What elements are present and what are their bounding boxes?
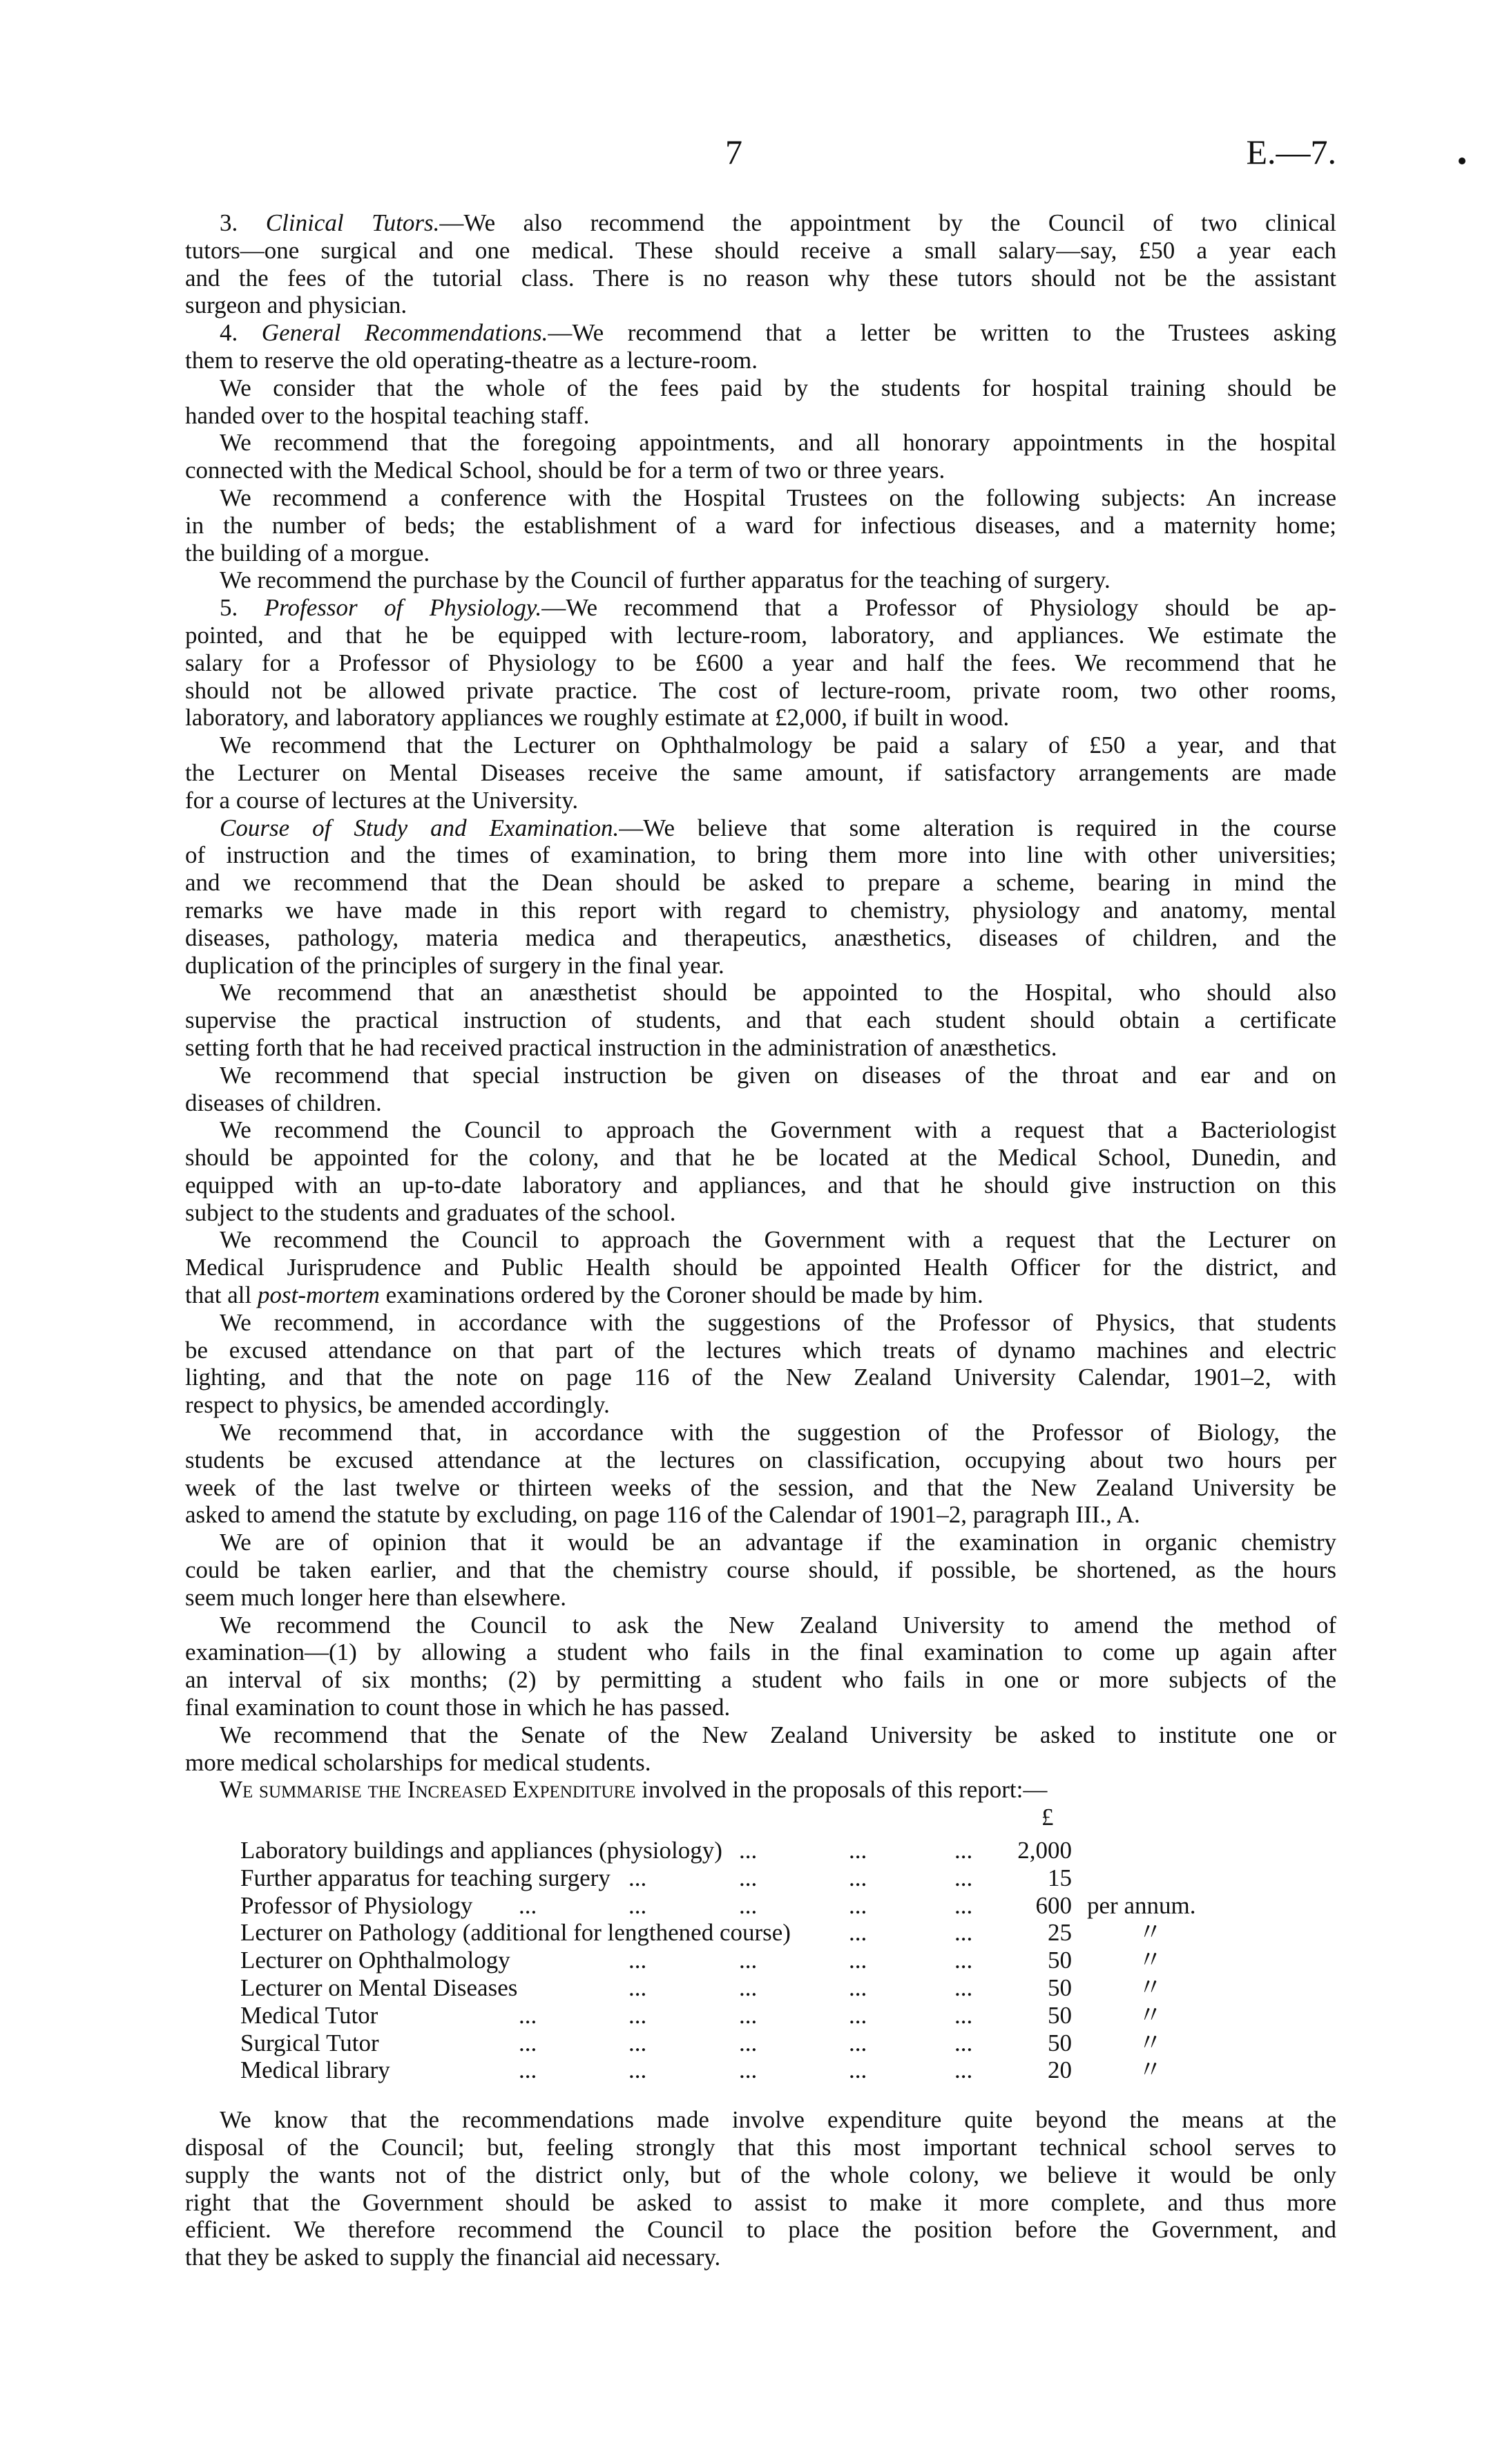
text-line: tutors—one surgical and one medical. These should receive a small salary—say, £50 a year each: [185, 236, 1336, 264]
text-line: [185, 814, 1336, 842]
text-line: be excused attendance on that part of the lectures which treats of dynamo machines and electric: [185, 1336, 1336, 1364]
expenditure-row: [240, 2002, 1276, 2030]
text-line: [185, 1776, 1336, 1804]
text-line: We recommend the Council to ask the New Zealand University to amend the method of: [220, 1611, 1336, 1639]
expenditure-unit: 〃: [1138, 2029, 1163, 2056]
text-segment: —We recommend that a Professor of Physiology should be ap-: [541, 594, 1336, 622]
text-segment: that all: [185, 1281, 258, 1309]
text-line: subject to the students and graduates of the school.: [185, 1198, 676, 1226]
expenditure-amount: 20: [1048, 2056, 1072, 2084]
text-segment: 5.: [220, 594, 265, 622]
text-line: respect to physics, be amended accordingly.: [185, 1391, 610, 1419]
text-line: seem much longer here than elsewhere.: [185, 1583, 566, 1611]
text-line: We know that the recommendations made involve expenditure quite beyond the means at the: [220, 2106, 1336, 2134]
expenditure-row: [240, 1864, 1276, 1892]
leader-dots: ...: [628, 1864, 647, 1891]
closing-paragraph-text: [185, 2106, 1336, 2271]
expenditure-item: Medical library: [240, 2056, 390, 2084]
text-line: surgeon and physician.: [185, 292, 407, 319]
italic-heading: General Recommendations.: [261, 319, 548, 347]
text-line: setting forth that he had received practical instruction in the administration of anæsthetics.: [185, 1033, 1057, 1061]
leader-dots: ...: [954, 1947, 973, 1974]
text-line: lighting, and that the note on page 116 of the New Zealand University Calendar, 1901–2, with: [185, 1364, 1336, 1391]
paragraph: [185, 429, 1336, 484]
expenditure-amount: 50: [1048, 2029, 1072, 2056]
leader-dots: ...: [739, 1947, 758, 1974]
text-line: We recommend that, in accordance with the suggestion of the Professor of Biology, the: [220, 1419, 1336, 1446]
text-line: right that the Government should be asked to assist to make it more complete, and thus more: [185, 2188, 1336, 2216]
paragraphs: [185, 209, 1336, 1804]
text-line: We recommend that the foregoing appointments, and all honorary appointments in the hospital: [220, 429, 1336, 457]
text-line: [185, 209, 1336, 237]
leader-dots: ...: [739, 2001, 758, 2029]
expenditure-item: Lecturer on Ophthalmology: [240, 1947, 510, 1974]
text-line: [185, 1281, 1336, 1309]
text-line: We recommend the purchase by the Council of further apparatus for the teaching of surgery.: [220, 566, 1111, 594]
paragraph: [185, 732, 1336, 814]
expenditure-row: [240, 1892, 1276, 1920]
expenditure-amount: 2,000: [1017, 1837, 1072, 1864]
expenditure-unit: 〃: [1138, 1947, 1163, 1974]
leader-dots: ...: [628, 2029, 647, 2056]
text-line: We are of opinion that it would be an advantage if the examination in organic chemistry: [220, 1529, 1336, 1556]
text-line: examination—(1) by allowing a student who fails in the final examination to come up again after: [185, 1639, 1336, 1666]
text-line: We recommend that the Senate of the New Zealand University be asked to institute one or: [220, 1721, 1336, 1748]
expenditure-item: Lecturer on Mental Diseases: [240, 1974, 518, 2002]
text-line: salary for a Professor of Physiology to be £600 a year and half the fees. We recommend that he: [185, 649, 1336, 676]
text-line: Medical Jurisprudence and Public Health should be appointed Health Officer for the district, and: [185, 1254, 1336, 1281]
text-line: students be excused attendance at the lectures on classification, occupying about two hours per: [185, 1446, 1336, 1473]
expenditure-unit: per annum.: [1087, 1891, 1196, 1919]
leader-dots: ...: [739, 1864, 758, 1891]
leader-dots: ...: [519, 1891, 537, 1919]
leader-dots: ...: [628, 1974, 647, 2002]
paragraph: [185, 979, 1336, 1061]
expenditure-unit: 〃: [1138, 1974, 1163, 2002]
italic-heading: post-mortem: [257, 1281, 380, 1309]
leader-dots: ...: [628, 1947, 647, 1974]
paragraph: [185, 1721, 1336, 1777]
expenditure-amount: 15: [1048, 1864, 1072, 1891]
leader-dots: ...: [849, 2056, 867, 2084]
leader-dots: ...: [954, 1837, 973, 1864]
expenditure-amount: 25: [1048, 1919, 1072, 1947]
leader-dots: ...: [519, 2001, 537, 2029]
closing-paragraph: [185, 2106, 1336, 2271]
leader-dots: ...: [739, 2056, 758, 2084]
text-line: final examination to count those in which he has passed.: [185, 1694, 731, 1721]
leader-dots: ...: [628, 1891, 647, 1919]
leader-dots: ...: [849, 1864, 867, 1891]
italic-heading: Clinical Tutors.: [265, 209, 440, 236]
leader-dots: ...: [954, 1974, 973, 2002]
text-line: an interval of six months; (2) by permitting a student who fails in one or more subjects of the: [185, 1666, 1336, 1694]
text-line: in the number of beds; the establishment of a ward for infectious diseases, and a maternity home;: [185, 511, 1336, 539]
expenditure-row: [240, 1837, 1276, 1864]
text-line: laboratory, and laboratory appliances we roughly estimate at £2,000, if built in wood.: [185, 704, 1010, 732]
expenditure-row: [240, 2056, 1276, 2084]
text-line: should be appointed for the colony, and that he be located at the Medical School, Dunedin, and: [185, 1144, 1336, 1172]
text-line: them to reserve the old operating-theatre as a lecture-room.: [185, 346, 758, 374]
text-line: should not be allowed private practice. The cost of lecture-room, private room, two other rooms,: [185, 676, 1336, 704]
paragraph: [185, 484, 1336, 566]
text-line: supply the wants not of the district only, but of the whole colony, we believe it would be only: [185, 2161, 1336, 2188]
text-line: We recommend that an anæsthetist should be appointed to the Hospital, who should also: [220, 979, 1336, 1006]
leader-dots: ...: [954, 1891, 973, 1919]
report-body: [185, 209, 1336, 2271]
expenditure-item: Medical Tutor: [240, 2001, 378, 2029]
leader-dots: ...: [519, 2029, 537, 2056]
text-line: efficient. We therefore recommend the Council to place the position before the Government, and: [185, 2216, 1336, 2244]
text-line: duplication of the principles of surgery in the final year.: [185, 951, 724, 979]
text-line: that they be asked to supply the financial aid necessary.: [185, 2244, 721, 2271]
text-line: connected with the Medical School, should be for a term of two or three years.: [185, 457, 945, 484]
expenditure-item: Further apparatus for teaching surgery: [240, 1864, 611, 1891]
text-line: We recommend that the Lecturer on Ophthalmology be paid a salary of £50 a year, and that: [220, 732, 1336, 759]
text-line: We recommend a conference with the Hospital Trustees on the following subjects: An increase: [220, 484, 1336, 511]
expenditure-unit: 〃: [1138, 1919, 1163, 1947]
expenditure-row: [240, 1947, 1276, 1974]
text-segment: involved in the proposals of this report:—: [635, 1776, 1048, 1804]
text-line: We recommend that special instruction be given on diseases of the throat and ear and on: [220, 1061, 1336, 1089]
expenditure-item: Laboratory buildings and appliances (physiology): [240, 1837, 722, 1864]
leader-dots: ...: [849, 1947, 867, 1974]
leader-dots: ...: [849, 1974, 867, 2002]
expenditure-item: Professor of Physiology: [240, 1891, 473, 1919]
leader-dots: ...: [849, 1891, 867, 1919]
text-line: for a course of lectures at the University.: [185, 786, 579, 814]
paragraph: [185, 1226, 1336, 1308]
text-line: more medical scholarships for medical students.: [185, 1748, 651, 1776]
text-line: disposal of the Council; but, feeling strongly that this most important technical school serves to: [185, 2134, 1336, 2161]
leader-dots: ...: [954, 2029, 973, 2056]
text-segment: 3.: [220, 209, 266, 236]
paragraph: [185, 814, 1336, 980]
text-line: week of the last twelve or thirteen weeks of the session, and that the New Zealand University be: [185, 1473, 1336, 1501]
leader-dots: ...: [739, 1974, 758, 2002]
paragraph: [185, 1116, 1336, 1226]
leader-dots: ...: [519, 2056, 537, 2084]
expenditure-item: Surgical Tutor: [240, 2029, 379, 2056]
text-line: the Lecturer on Mental Diseases receive the same amount, if satisfactory arrangements are made: [185, 758, 1336, 786]
text-line: diseases of children.: [185, 1089, 382, 1116]
text-segment: —We also recommend the appointment by the Council of two clinical: [439, 209, 1336, 236]
italic-heading: Course of Study and Examination.: [220, 814, 619, 841]
text-segment: 4.: [220, 319, 262, 347]
leader-dots: ...: [954, 1864, 973, 1891]
text-line: We recommend the Council to approach the Government with a request that a Bacteriologist: [220, 1116, 1336, 1144]
paragraph: [185, 566, 1336, 594]
text-line: the building of a morgue.: [185, 539, 430, 566]
paragraph: [185, 1612, 1336, 1721]
expenditure-amount: 50: [1048, 2001, 1072, 2029]
paragraph: [185, 319, 1336, 374]
paragraph: [185, 1529, 1336, 1611]
leader-dots: ...: [954, 1919, 973, 1947]
text-segment: examinations ordered by the Coroner should be made by him.: [379, 1281, 983, 1309]
text-line: and the fees of the tutorial class. There is no reason why these tutors should not be the assistant: [185, 264, 1336, 292]
paragraph: [185, 1776, 1336, 1804]
text-line: [185, 594, 1336, 622]
text-line: supervise the practical instruction of students, and that each student should obtain a certificate: [185, 1006, 1336, 1034]
text-line: We consider that the whole of the fees paid by the students for hospital training should be: [220, 374, 1336, 401]
expenditure-amount: 50: [1048, 1974, 1072, 2002]
text-line: We recommend the Council to approach the Government with a request that the Lecturer on: [220, 1226, 1336, 1254]
text-segment: —We recommend that a letter be written to the Trustees asking: [548, 319, 1336, 347]
expenditure-item: Lecturer on Pathology (additional for lengthened course): [240, 1919, 791, 1947]
text-line: pointed, and that he be equipped with lecture-room, laboratory, and appliances. We estimate the: [185, 621, 1336, 649]
leader-dots: ...: [849, 1837, 867, 1864]
expenditure-unit: 〃: [1138, 2056, 1163, 2084]
expenditure-amount: 50: [1048, 1947, 1072, 1974]
expenditure-unit: 〃: [1138, 2001, 1163, 2029]
margin-dot: [1459, 157, 1465, 164]
text-line: diseases, pathology, materia medica and therapeutics, anæsthetics, diseases of children, and the: [185, 924, 1336, 951]
text-line: remarks we have made in this report with regard to chemistry, physiology and anatomy, mental: [185, 896, 1336, 924]
document-reference: E.—7.: [1246, 133, 1336, 171]
expenditure-row: [240, 1919, 1276, 1947]
leader-dots: ...: [739, 1837, 758, 1864]
text-line: and we recommend that the Dean should be asked to prepare a scheme, bearing in mind the: [185, 869, 1336, 897]
expenditure-table: [185, 1804, 1336, 2106]
text-line: handed over to the hospital teaching staff.: [185, 401, 590, 429]
italic-heading: Professor of Physiology.: [264, 594, 542, 622]
leader-dots: ...: [628, 2056, 647, 2084]
leader-dots: ...: [849, 1919, 867, 1947]
small-caps-text: We summarise the Increased Expenditure: [220, 1776, 636, 1804]
leader-dots: ...: [849, 2029, 867, 2056]
paragraph: [185, 1419, 1336, 1529]
text-line: equipped with an up-to-date laboratory and appliances, and that he should give instruction on this: [185, 1171, 1336, 1198]
leader-dots: ...: [628, 2001, 647, 2029]
expenditure-row: [240, 1974, 1276, 2002]
currency-header-row: [240, 1804, 1276, 1831]
leader-dots: ...: [954, 2001, 973, 2029]
text-line: asked to amend the statute by excluding, on page 116 of the Calendar of 1901–2, paragraph III., A.: [185, 1501, 1140, 1529]
leader-dots: ...: [739, 2029, 758, 2056]
paragraph: [185, 1062, 1336, 1117]
currency-header: £: [1041, 1804, 1054, 1831]
text-line: could be taken earlier, and that the chemistry course should, if possible, be shortened, as the hours: [185, 1556, 1336, 1584]
expenditure-row: [240, 2030, 1276, 2057]
paragraph: [185, 594, 1336, 732]
paragraph: [185, 209, 1336, 319]
text-line: We recommend, in accordance with the suggestions of the Professor of Physics, that students: [220, 1308, 1336, 1336]
leader-dots: ...: [739, 1891, 758, 1919]
paragraph: [185, 1309, 1336, 1419]
text-segment: —We believe that some alteration is required in the course: [619, 814, 1336, 841]
expenditure-amount: 600: [1035, 1891, 1072, 1919]
leader-dots: ...: [954, 2056, 973, 2084]
leader-dots: ...: [849, 2001, 867, 2029]
page-number: 7: [725, 133, 742, 171]
paragraph: [185, 374, 1336, 430]
text-line: [185, 319, 1336, 347]
text-line: of instruction and the times of examination, to bring them more into line with other universities;: [185, 841, 1336, 869]
